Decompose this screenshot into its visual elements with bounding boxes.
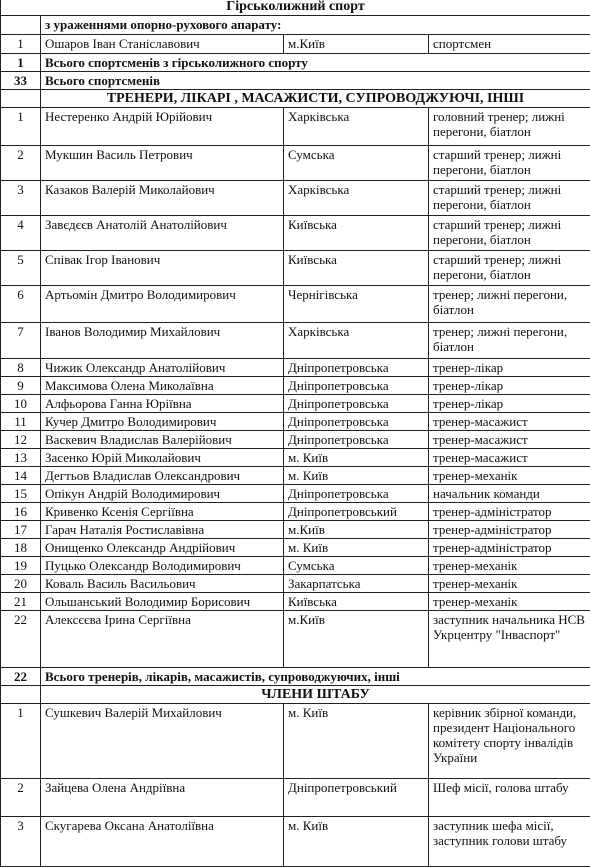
person-name: Васкевич Владислав Валерійович [41,431,284,449]
row-number: 15 [1,485,41,503]
row-number: 3 [1,181,41,216]
total-label: Всього тренерів, лікарів, масажистів, супроводжуючих, інші [41,668,590,686]
category-subtitle: з ураженнями опорно-рухового апарату: [41,16,590,35]
person-region: Дніпропетровська [284,485,429,503]
table-row [1,779,590,817]
person-region: м.Київ [284,611,429,668]
table-row [1,431,590,449]
person-role: головний тренер; лижні перегони, біатлон [429,108,590,146]
person-role: тренер-масажист [429,449,590,467]
table-row [1,286,590,323]
person-role: тренер-механік [429,467,590,485]
person-region: Харківська [284,108,429,146]
person-region: Сумська [284,557,429,575]
table-row [1,251,590,286]
table-row [1,216,590,251]
total-label: Всього спортсменів з гірськолижного спорту [41,54,590,72]
person-role: тренер-масажист [429,431,590,449]
row-number: 21 [1,593,41,611]
subtitle-row [1,16,590,35]
row-number: 1 [1,35,41,54]
person-region: м. Київ [284,704,429,779]
person-role: старший тренер; лижні перегони, біатлон [429,216,590,251]
table-row [1,181,590,216]
person-name: Ошаров Іван Станіславович [41,35,284,54]
person-role: старший тренер; лижні перегони, біатлон [429,146,590,181]
person-name: Співак Ігор Іванович [41,251,284,286]
person-name: Онищенко Олександр Андрійович [41,539,284,557]
row-number: 18 [1,539,41,557]
table-row [1,704,590,779]
table-row [1,449,590,467]
person-region: Дніпропетровська [284,413,429,431]
hq-section-header-row [1,686,590,704]
row-number: 1 [1,704,41,779]
person-region: Київська [284,251,429,286]
total-row [1,54,590,72]
person-role: керівник збірної команди, президент Національного комітету спорту інвалідів України [429,704,590,779]
row-number: 2 [1,779,41,817]
table-row [1,503,590,521]
person-name: Засенко Юрій Миколайович [41,449,284,467]
person-name: Ольшанський Володимир Борисович [41,593,284,611]
person-name: Алфьорова Ганна Юріївна [41,395,284,413]
table-row [1,323,590,359]
person-region: Сумська [284,146,429,181]
person-name: Опікун Андрій Володимирович [41,485,284,503]
person-name: Пуцько Олександр Володимирович [41,557,284,575]
person-name: Казаков Валерій Миколайович [41,181,284,216]
person-region: Харківська [284,181,429,216]
person-name: Максимова Олена Миколаївна [41,377,284,395]
person-region: Харківська [284,323,429,359]
table-row [1,108,590,146]
table-row [1,611,590,668]
table-row [1,593,590,611]
row-number: 19 [1,557,41,575]
blank-cell [1,686,41,704]
blank-cell [1,90,41,108]
total-count: 1 [1,54,41,72]
table-row [1,817,590,867]
row-number: 6 [1,286,41,323]
person-name: Гарач Наталія Ростиславівна [41,521,284,539]
person-name: Чижик Олександр Анатолійович [41,359,284,377]
table-row [1,575,590,593]
person-role: тренер-механік [429,593,590,611]
person-region: м.Київ [284,35,429,54]
row-number: 22 [1,611,41,668]
person-region: Чернігівська [284,286,429,323]
person-region: м. Київ [284,449,429,467]
person-name: Іванов Володимир Михайлович [41,323,284,359]
row-number: 3 [1,817,41,867]
total-count: 22 [1,668,41,686]
person-role: тренер-лікар [429,377,590,395]
row-number: 7 [1,323,41,359]
blank-cell [1,16,41,35]
table-row [1,413,590,431]
person-role: тренер-адміністратор [429,521,590,539]
person-role: тренер-лікар [429,359,590,377]
table-row [1,467,590,485]
sport-title: Гірськолижний спорт [1,0,590,16]
table-row [1,521,590,539]
row-number: 12 [1,431,41,449]
person-role: Шеф місії, голова штабу [429,779,590,817]
person-role: тренер-лікар [429,395,590,413]
row-number: 13 [1,449,41,467]
table-row [1,146,590,181]
person-name: Кривенко Ксенія Сергіївна [41,503,284,521]
person-role: тренер-механік [429,557,590,575]
row-number: 5 [1,251,41,286]
person-region: м. Київ [284,539,429,557]
row-number: 8 [1,359,41,377]
person-name: Завєдєєв Анатолій Анатолійович [41,216,284,251]
person-name: Сушкевич Валерій Михайлович [41,704,284,779]
person-role: тренер-масажист [429,413,590,431]
row-number: 2 [1,146,41,181]
table-row [1,557,590,575]
row-number: 4 [1,216,41,251]
hq-section-header: ЧЛЕНИ ШТАБУ [41,686,590,704]
total-row [1,72,590,90]
person-role: спортсмен [429,35,590,54]
person-region: Закарпатська [284,575,429,593]
person-role: старший тренер; лижні перегони, біатлон [429,181,590,216]
person-region: Дніпропетровська [284,431,429,449]
person-region: Дніпропетровський [284,779,429,817]
person-role: заступник шефа місії, заступник голови штабу [429,817,590,867]
table-row [1,359,590,377]
person-name: Артьомін Дмитро Володимирович [41,286,284,323]
row-number: 10 [1,395,41,413]
title-row [1,0,590,16]
person-region: м. Київ [284,467,429,485]
person-name: Коваль Василь Васильович [41,575,284,593]
row-number: 14 [1,467,41,485]
person-role: начальник команди [429,485,590,503]
person-role: заступник начальника НСВ Укрцентру "Інваспорт" [429,611,590,668]
person-region: Дніпропетровська [284,359,429,377]
person-name: Мукшин Василь Петрович [41,146,284,181]
person-region: Київська [284,593,429,611]
total-row [1,668,590,686]
staff-section-header-row [1,90,590,108]
person-region: Дніпропетровський [284,503,429,521]
total-label: Всього спортсменів [41,72,590,90]
table-row [1,485,590,503]
row-number: 9 [1,377,41,395]
person-role: тренер; лижні перегони, біатлон [429,323,590,359]
row-number: 11 [1,413,41,431]
person-region: Київська [284,216,429,251]
person-region: м.Київ [284,521,429,539]
row-number: 1 [1,108,41,146]
person-role: тренер-адміністратор [429,503,590,521]
staff-section-header: ТРЕНЕРИ, ЛІКАРІ , МАСАЖИСТИ, СУПРОВОДЖУЮЧІ, ІНШІ [41,90,590,108]
person-name: Кучер Дмитро Володимирович [41,413,284,431]
person-role: тренер-адміністратор [429,539,590,557]
person-name: Алексєєва Ірина Сергіївна [41,611,284,668]
person-name: Зайцева Олена Андріївна [41,779,284,817]
table-row [1,395,590,413]
person-role: тренер-механік [429,575,590,593]
row-number: 20 [1,575,41,593]
person-role: старший тренер; лижні перегони, біатлон [429,251,590,286]
table-row [1,377,590,395]
row-number: 17 [1,521,41,539]
person-region: Дніпропетровська [284,395,429,413]
total-count: 33 [1,72,41,90]
table-row [1,35,590,54]
row-number: 16 [1,503,41,521]
person-role: тренер; лижні перегони, біатлон [429,286,590,323]
table-row [1,539,590,557]
person-name: Дегтьов Владислав Олександрович [41,467,284,485]
person-name: Нестеренко Андрій Юрійович [41,108,284,146]
person-name: Скугарева Оксана Анатоліївна [41,817,284,867]
person-region: м. Київ [284,817,429,867]
person-region: Дніпропетровська [284,377,429,395]
